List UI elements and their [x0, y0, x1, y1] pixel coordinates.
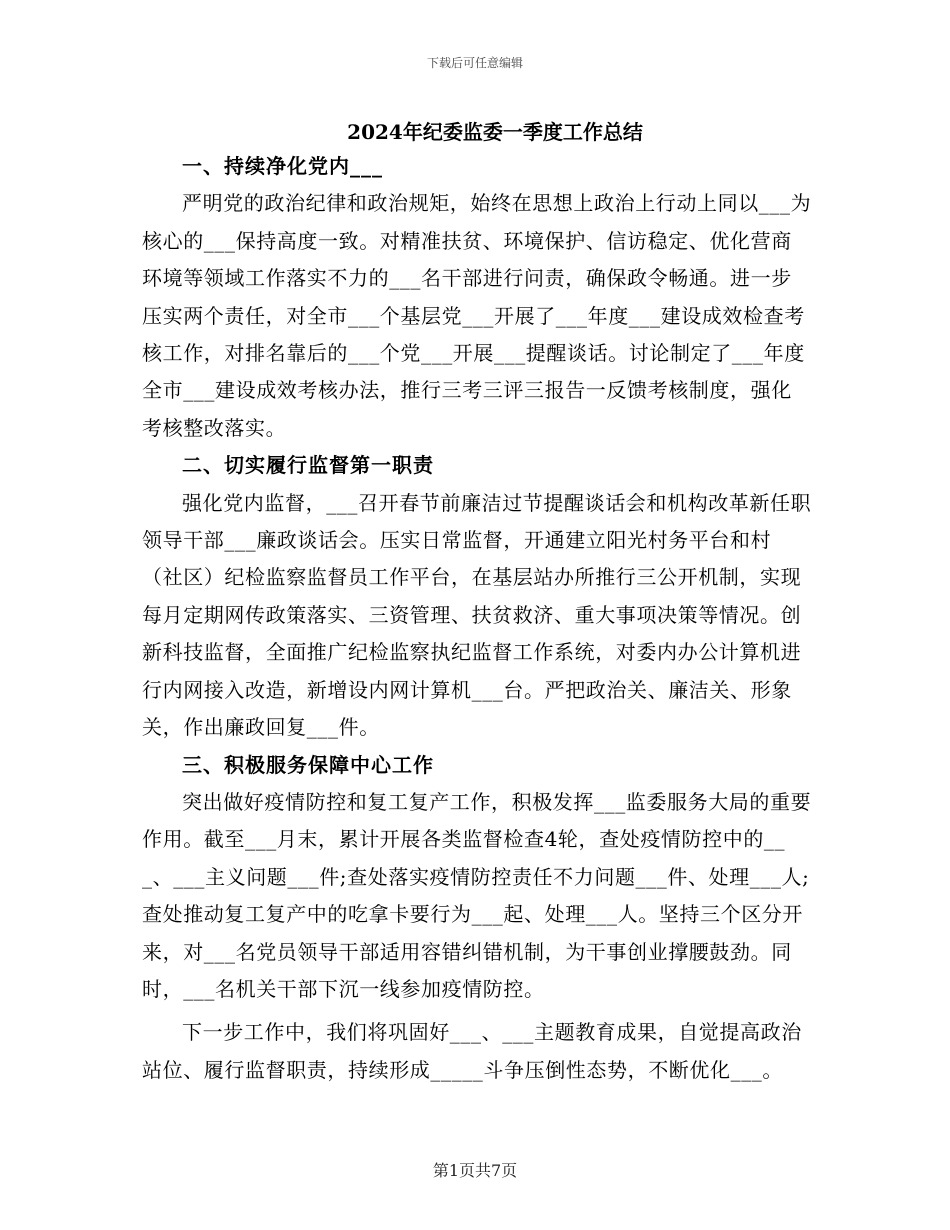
closing-paragraph: 下一步工作中，我们将巩固好___、___主题教育成果，自觉提高政治站位、履行监督职责，持续形成_____斗争压倒性态势，不断优化___。 [142, 1020, 802, 1082]
section-paragraph: 突出做好疫情防控和复工复产工作，积极发挥___监委服务大局的重要作用。截至___月末，累计开展各类监督检查4轮，查处疫情防控中的___、___主义问题___件;查处落实疫情防控责任不力问题___件、处理___人;查处推动复工复产中的吃拿卡要行为___起、处理___人。坚持三个区分开来，对___名党员领导干部适用容错纠错机制，为干事创业撑腰鼓劲。同时，___名机关干部下沉一线参加疫情防控。 [142, 789, 812, 1001]
section-heading: 一、持续净化党内___ [182, 154, 383, 178]
page-number: 第1页共7页 [432, 1161, 518, 1180]
header-note: 下载后可任意编辑 [426, 56, 523, 70]
document-title: 2024年纪委监委一季度工作总结 [347, 120, 643, 144]
section-2 [142, 447, 812, 746]
document-body [142, 148, 812, 1089]
section-heading: 三、积极服务保障中心工作 [182, 752, 434, 777]
section-paragraph: 严明党的政治纪律和政治规矩，始终在思想上政治上行动上同以___为核心的___保持高度一致。对精准扶贫、环境保护、信访稳定、优化营商环境等领域工作落实不力的___名干部进行问责，确保政令畅通。进一步压实两个责任，对全市___个基层党___开展了___年度___建设成效检查考核工作，对排名靠后的___个党___开展___提醒谈话。讨论制定了___年度全市___建设成效考核办法，推行三考三评三报告一反馈考核制度，强化考核整改落实。 [142, 191, 812, 440]
section-heading: 二、切实履行监督第一职责 [182, 453, 434, 478]
section-paragraph: 强化党内监督，___召开春节前廉洁过节提醒谈话会和机构改革新任职领导干部___廉政谈话会。压实日常监督，开通建立阳光村务平台和村（社区）纪检监察监督员工作平台，在基层站办所推行三公开机制，实现每月定期网传政策落实、三资管理、扶贫救济、重大事项决策等情况。创新科技监督，全面推广纪检监察执纪监督工作系统，对委内办公计算机进行内网接入改造，新增设内网计算机___台。严把政治关、廉洁关、形象关，作出廉政回复___件。 [142, 490, 812, 740]
section-3 [142, 747, 812, 1009]
section-1 [142, 148, 812, 447]
